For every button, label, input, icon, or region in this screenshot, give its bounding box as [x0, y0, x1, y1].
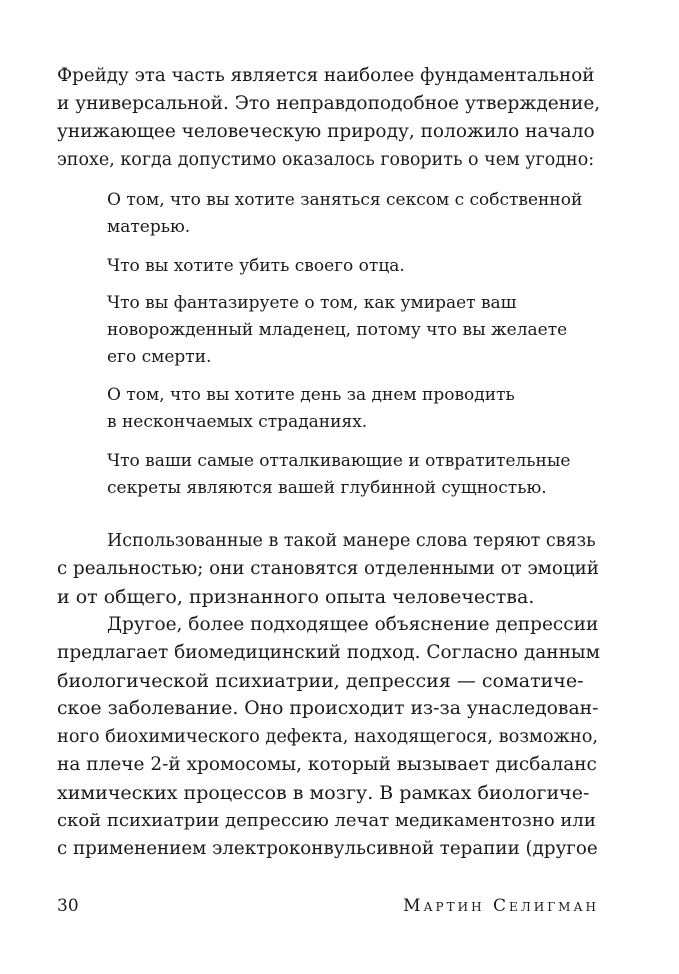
body-line: Другое, более подходящее объяснение депрессии	[107, 614, 599, 635]
intro-line: Фрейду эта часть является наиболее фундаментальной	[57, 65, 595, 86]
running-head: Мартин Селигман	[403, 896, 599, 916]
body-line: и от общего, признанного опыта человечества.	[57, 586, 535, 608]
quote-line: его смерти.	[107, 347, 212, 367]
body-line: биологической психиатрии, депрессия — соматиче-	[57, 670, 584, 692]
body-line: с применением электроконвульсивной терапии (другое	[57, 838, 598, 859]
body-line: предлагает биомедицинский подход. Согласно данным	[57, 642, 601, 663]
body-line: ской психиатрии депрессию лечат медикаментозно или	[57, 810, 596, 831]
quote-line: Что вы фантазируете о том, как умирает ваш	[107, 293, 517, 313]
body-line: ское заболевание. Оно происходит из-за унаследован-	[57, 698, 599, 719]
intro-line: унижающее человеческую природу, положило начало	[57, 121, 595, 142]
quote-line: О том, что вы хотите заняться сексом с собственной	[107, 190, 583, 210]
quote-line: матерью.	[107, 217, 191, 237]
page-number: 30	[57, 896, 79, 916]
quote-line: Что вы хотите убить своего отца.	[107, 256, 405, 276]
intro-line: и универсальной. Это неправдоподобное утверждение,	[57, 93, 601, 114]
body-line: Использованные в такой манере слова теряют связь	[107, 531, 596, 551]
quote-line: в нескончаемых страданиях.	[107, 412, 368, 432]
quote-line: Что ваши самые отталкивающие и отвратительные	[107, 451, 571, 471]
intro-line: эпохе, когда допустимо оказалось говорить о чем угодно:	[57, 150, 595, 170]
quote-line: О том, что вы хотите день за днем проводить	[107, 385, 515, 405]
body-line: химических процессов в мозгу. В рамках биологиче-	[57, 782, 590, 804]
quote-line: новорожденный младенец, потому что вы желаете	[107, 320, 568, 340]
body-line: ного биохимического дефекта, находящегося, возможно,	[57, 727, 599, 747]
body-line: с реальностью; они становятся отделенными от эмоций	[57, 558, 599, 579]
body-line: на плече 2-й хромосомы, который вызывает дисбаланс	[57, 754, 597, 775]
quote-line: секреты являются вашей глубинной сущностью.	[107, 478, 547, 498]
